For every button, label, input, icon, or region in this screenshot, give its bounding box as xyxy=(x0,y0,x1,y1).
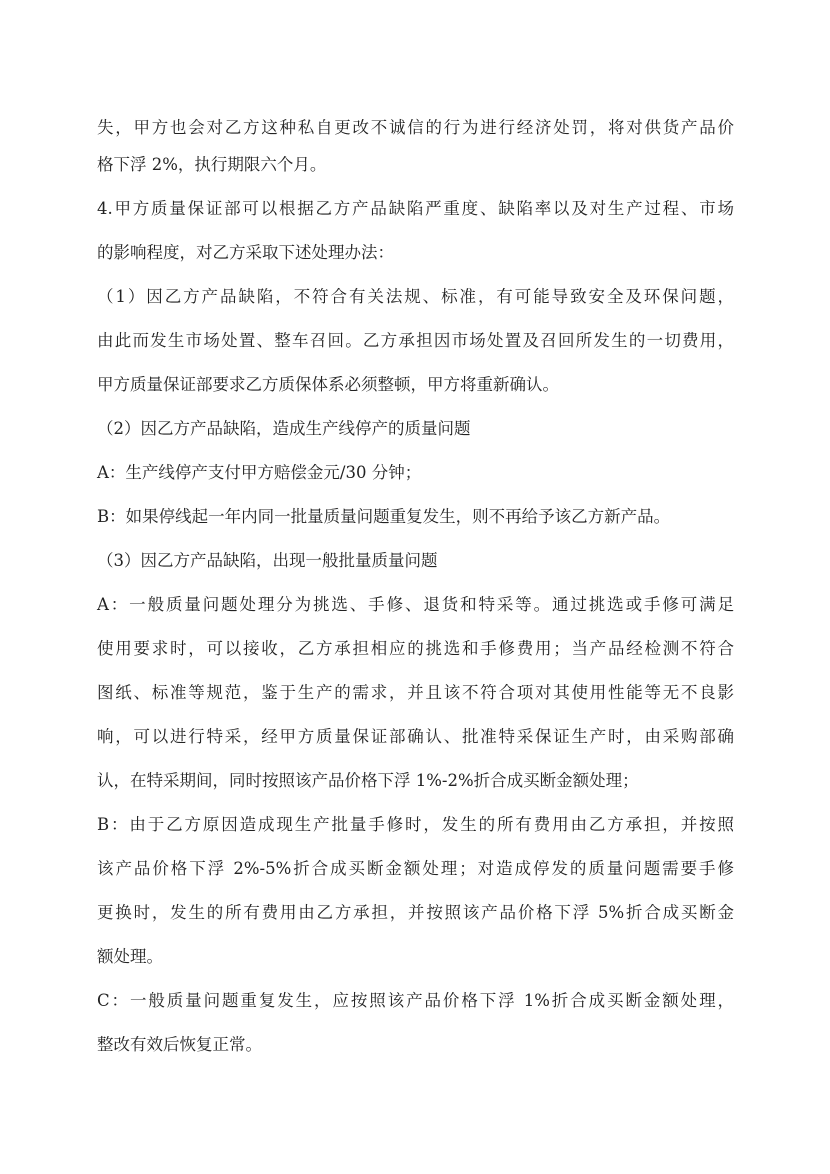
paragraph xyxy=(97,106,734,187)
text-line: A：一般质量问题处理分为挑选、手修、退货和特采等。通过挑选或手修可满足 xyxy=(97,595,734,614)
paragraph xyxy=(97,451,734,495)
text-line: 整改有效后恢复正常。 xyxy=(97,1035,262,1054)
text-line: B：如果停线起一年内同一批量质量问题重复发生，则不再给予该乙方新产品。 xyxy=(97,507,671,526)
text-line: （1）因乙方产品缺陷，不符合有关法规、标准，有可能导致安全及环保问题， xyxy=(97,287,734,306)
text-line: A：生产线停产支付甲方赔偿金元/30 分钟； xyxy=(97,463,422,482)
text-line: 甲方质量保证部要求乙方质保体系必须整顿，甲方将重新确认。 xyxy=(97,375,559,394)
text-line: （3）因乙方产品缺陷，出现一般批量质量问题 xyxy=(97,551,438,570)
paragraph xyxy=(97,583,734,803)
text-line: 4.甲方质量保证部可以根据乙方产品缺陷严重度、缺陷率以及对生产过程、市场 xyxy=(97,199,734,218)
text-line: 认，在特采期间，同时按照该产品价格下浮 1%-2%折合成买断金额处理； xyxy=(97,771,639,790)
text-line: 更换时，发生的所有费用由乙方承担，并按照该产品价格下浮 5%折合成买断金 xyxy=(97,903,734,922)
paragraph xyxy=(97,275,734,407)
text-line: 响，可以进行特采，经甲方质量保证部确认、批准特采保证生产时，由采购部确 xyxy=(97,727,734,746)
text-line: 额处理。 xyxy=(97,947,163,966)
text-line: 失，甲方也会对乙方这种私自更改不诚信的行为进行经济处罚，将对供货产品价 xyxy=(97,118,734,137)
text-line: C：一般质量问题重复发生，应按照该产品价格下浮 1%折合成买断金额处理， xyxy=(97,991,734,1010)
text-line: 的影响程度，对乙方采取下述处理办法： xyxy=(97,243,394,262)
paragraph xyxy=(97,187,734,275)
text-line: 该产品价格下浮 2%-5%折合成买断金额处理；对造成停发的质量问题需要手修 xyxy=(97,859,734,878)
text-line: （2）因乙方产品缺陷，造成生产线停产的质量问题 xyxy=(97,419,471,438)
text-line: 由此而发生市场处置、整车召回。乙方承担因市场处置及召回所发生的一切费用， xyxy=(97,331,734,350)
text-line: B：由于乙方原因造成现生产批量手修时，发生的所有费用由乙方承担，并按照 xyxy=(97,815,734,834)
paragraph xyxy=(97,803,734,979)
paragraph xyxy=(97,495,734,539)
text-line: 图纸、标准等规范，鉴于生产的需求，并且该不符合项对其使用性能等无不良影 xyxy=(97,683,734,702)
paragraph xyxy=(97,407,734,451)
text-line: 格下浮 2%，执行期限六个月。 xyxy=(97,155,327,174)
document-body xyxy=(97,106,734,1067)
paragraph xyxy=(97,539,734,583)
paragraph xyxy=(97,979,734,1067)
text-line: 使用要求时，可以接收，乙方承担相应的挑选和手修费用；当产品经检测不符合 xyxy=(97,639,734,658)
